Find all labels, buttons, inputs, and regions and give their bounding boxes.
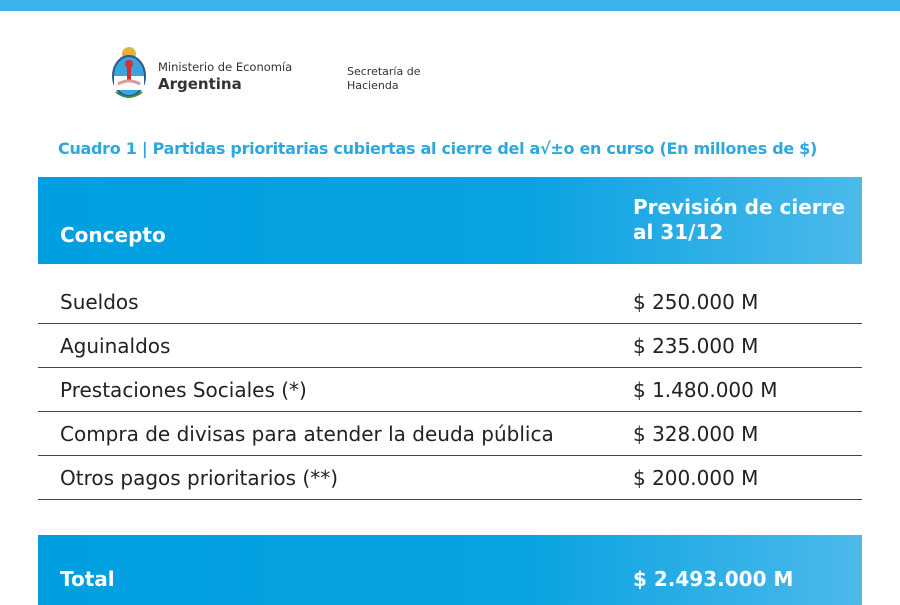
total-row: [38, 535, 862, 605]
row-concept: Otros pagos prioritarios (**): [60, 466, 339, 490]
table-header: [38, 177, 862, 264]
row-value: $ 235.000 M: [633, 334, 759, 358]
country-name: Argentina: [158, 75, 242, 93]
total-label: Total: [60, 567, 115, 591]
row-value: $ 328.000 M: [633, 422, 759, 446]
row-value: $ 1.480.000 M: [633, 378, 778, 402]
total-value: $ 2.493.000 M: [633, 567, 794, 591]
top-accent-bar: [0, 0, 900, 11]
table-row: [38, 324, 862, 368]
column-header-concepto: Concepto: [60, 223, 166, 247]
secretariat-name: Secretaría de Hacienda: [347, 65, 421, 92]
table-caption: Cuadro 1 | Partidas prioritarias cubiertas al cierre del a√±o en curso (En millones de $): [58, 139, 818, 158]
row-concept: Prestaciones Sociales (*): [60, 378, 307, 402]
ministry-name: Ministerio de Economía: [158, 60, 293, 74]
table-row: [38, 412, 862, 456]
row-concept: Sueldos: [60, 290, 139, 314]
row-value: $ 200.000 M: [633, 466, 759, 490]
coat-of-arms-icon: [110, 44, 148, 102]
row-value: $ 250.000 M: [633, 290, 759, 314]
column-header-prevision: Previsión de cierre al 31/12: [633, 195, 846, 244]
table-row: [38, 280, 862, 324]
table-row: [38, 456, 862, 500]
table-row: [38, 368, 862, 412]
row-concept: Compra de divisas para atender la deuda pública: [60, 422, 554, 446]
row-concept: Aguinaldos: [60, 334, 171, 358]
